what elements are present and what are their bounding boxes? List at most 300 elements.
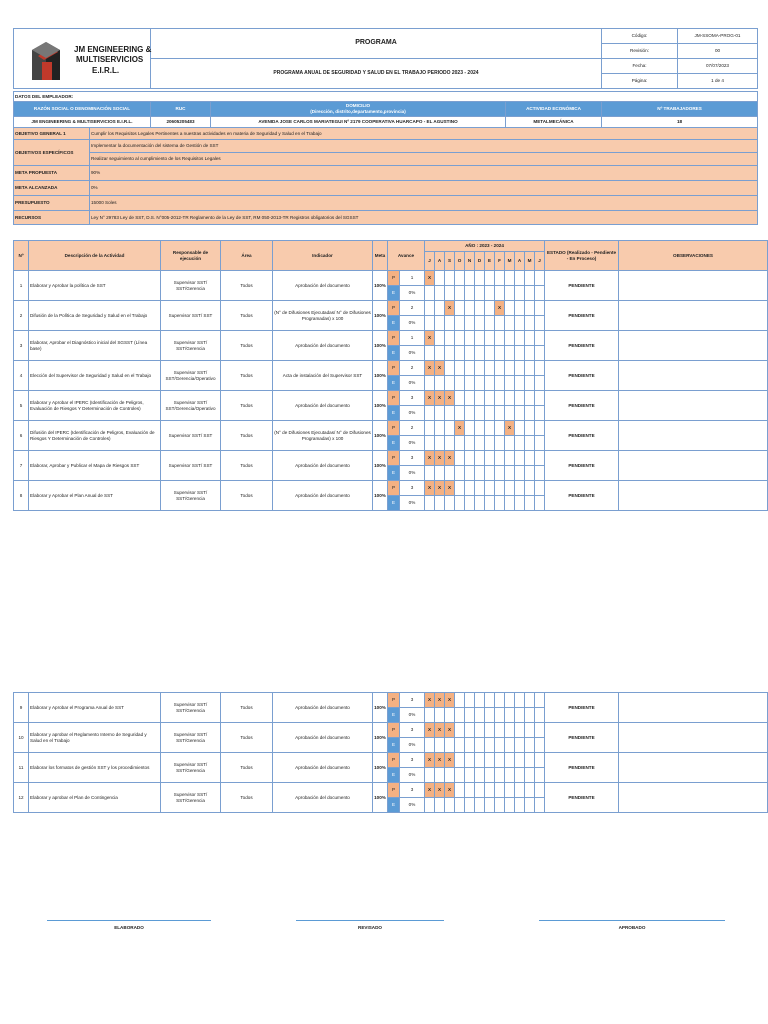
month-cell: [425, 406, 435, 421]
month-cell: [465, 361, 475, 376]
activity-number: 12: [14, 783, 29, 813]
activity-goal: 100%: [373, 783, 388, 813]
month-cell: [495, 723, 505, 738]
executed-percent: 0%: [400, 798, 425, 813]
month-cell: [425, 708, 435, 723]
month-mark: X: [425, 361, 435, 376]
month-mark: X: [445, 693, 455, 708]
planned-label: P: [388, 421, 400, 436]
month-cell: [495, 391, 505, 406]
activity-indicator: Aprobación del documento: [273, 271, 373, 301]
month-mark: X: [425, 753, 435, 768]
activity-indicator: Aprobación del documento: [273, 783, 373, 813]
month-cell: [515, 271, 525, 286]
activity-indicator: Aprobación del documento: [273, 391, 373, 421]
executed-percent: 0%: [400, 316, 425, 331]
activity-status: PENDIENTE: [545, 421, 619, 451]
month-cell: [465, 708, 475, 723]
month-cell: [535, 376, 545, 391]
month-cell: [465, 331, 475, 346]
month-cell: [515, 723, 525, 738]
month-cell: [515, 346, 525, 361]
activity-goal: 100%: [373, 271, 388, 301]
objective-label: META PROPUESTA: [14, 166, 90, 181]
activity-description: Elaborar y aprobar el Plan de Contingencia: [29, 783, 161, 813]
month-cell: [455, 723, 465, 738]
signature-revisado: REVISADO: [296, 920, 444, 930]
month-cell: [455, 346, 465, 361]
domicilio-value: AVENIDA JOSE CARLOS MARIATEGUI Nº 2179 COOPERATIVA HUARCAPO - EL AGUSTINO: [211, 117, 506, 128]
month-cell: [445, 466, 455, 481]
month-cell: [465, 391, 475, 406]
month-cell: [455, 286, 465, 301]
activity-number: 11: [14, 753, 29, 783]
planned-label: P: [388, 301, 400, 316]
activity-goal: 100%: [373, 421, 388, 451]
month-cell: [425, 798, 435, 813]
activity-area: Todos: [221, 451, 273, 481]
month-mark: X: [425, 331, 435, 346]
executed-label: E: [388, 738, 400, 753]
month-cell: [475, 271, 485, 286]
month-cell: [465, 738, 475, 753]
objective-label: PRESUPUESTO: [14, 196, 90, 211]
month-mark: X: [445, 481, 455, 496]
month-cell: [455, 481, 465, 496]
executed-percent: 0%: [400, 738, 425, 753]
month-cell: [455, 783, 465, 798]
activity-observations: [619, 723, 768, 753]
executed-label: E: [388, 466, 400, 481]
month-cell: [475, 391, 485, 406]
activity-goal: 100%: [373, 361, 388, 391]
month-cell: [435, 316, 445, 331]
activity-description: Elaborar y aprobar el Reglamento Interno de Seguridad y Salud en el Trabajo: [29, 723, 161, 753]
signature-elaborado: ELABORADO: [47, 920, 211, 930]
objective-label: OBJETIVOS ESPECÍFICOS: [14, 140, 90, 166]
month-cell: [535, 421, 545, 436]
month-cell: [505, 316, 515, 331]
month-cell: [435, 301, 445, 316]
planned-label: P: [388, 271, 400, 286]
month-cell: [505, 708, 515, 723]
executed-percent: 0%: [400, 436, 425, 451]
month-cell: [525, 376, 535, 391]
month-cell: [485, 391, 495, 406]
month-cell: [485, 798, 495, 813]
month-cell: [495, 331, 505, 346]
planned-count: 3: [400, 783, 425, 798]
month-mark: X: [445, 391, 455, 406]
activity-number: 9: [14, 693, 29, 723]
month-cell: [535, 798, 545, 813]
month-cell: [505, 301, 515, 316]
activity-status: PENDIENTE: [545, 331, 619, 361]
month-cell: [465, 481, 475, 496]
objective-value: 15000 Soles: [90, 196, 758, 211]
activity-goal: 100%: [373, 451, 388, 481]
month-cell: [445, 286, 455, 301]
activity-number: 8: [14, 481, 29, 511]
activity-status: PENDIENTE: [545, 451, 619, 481]
month-cell: [515, 361, 525, 376]
activity-status: PENDIENTE: [545, 391, 619, 421]
month-cell: [495, 738, 505, 753]
activity-goal: 100%: [373, 481, 388, 511]
planned-label: P: [388, 361, 400, 376]
month-cell: [515, 301, 525, 316]
activity-goal: 100%: [373, 723, 388, 753]
month-cell: [505, 331, 515, 346]
month-cell: [465, 723, 475, 738]
col-actividad: ACTIVIDAD ECONÓMICA: [506, 102, 602, 117]
activity-number: 1: [14, 271, 29, 301]
month-cell: [425, 301, 435, 316]
planned-label: P: [388, 723, 400, 738]
month-cell: [445, 316, 455, 331]
th-area: Área: [221, 241, 273, 271]
activity-responsible: Supervisor SST/ SST/Gerencia: [161, 693, 221, 723]
th-indicador: Indicador: [273, 241, 373, 271]
activity-description: Elaborar y Aprobar la política de SST: [29, 271, 161, 301]
activity-status: PENDIENTE: [545, 723, 619, 753]
month-cell: [465, 693, 475, 708]
month-cell: [475, 753, 485, 768]
activity-observations: [619, 421, 768, 451]
month-cell: [495, 316, 505, 331]
month-cell: [515, 708, 525, 723]
month-cell: [485, 301, 495, 316]
month-mark: X: [435, 753, 445, 768]
planned-label: P: [388, 391, 400, 406]
month-cell: [465, 783, 475, 798]
month-cell: [495, 466, 505, 481]
month-cell: [505, 723, 515, 738]
employer-section-label: DATOS DEL EMPLEADOR:: [14, 92, 758, 102]
month-cell: [465, 753, 475, 768]
month-cell: [515, 693, 525, 708]
activity-row: [14, 361, 768, 376]
month-mark: X: [505, 421, 515, 436]
month-cell: [515, 753, 525, 768]
activity-responsible: Supervisor SST/ SST/Gerencia: [161, 753, 221, 783]
activity-row: [14, 783, 768, 798]
month-cell: [485, 421, 495, 436]
col-domicilio-title: DOMICILIO: [345, 103, 371, 109]
executed-percent: 0%: [400, 466, 425, 481]
activity-number: 3: [14, 331, 29, 361]
activity-row: [14, 391, 768, 406]
activity-observations: [619, 331, 768, 361]
activity-row: [14, 271, 768, 286]
activity-description: Elaborar y Aprobar el Programa Anual de SST: [29, 693, 161, 723]
month-cell: [525, 436, 535, 451]
executed-label: E: [388, 798, 400, 813]
month-cell: [495, 286, 505, 301]
month-cell: [525, 783, 535, 798]
month-cell: [455, 271, 465, 286]
month-cell: [455, 738, 465, 753]
activity-observations: [619, 451, 768, 481]
planned-label: P: [388, 753, 400, 768]
activity-area: Todos: [221, 301, 273, 331]
month-cell: [485, 346, 495, 361]
month-cell: [505, 753, 515, 768]
month-mark: X: [495, 301, 505, 316]
th-month: O: [455, 252, 465, 271]
month-cell: [465, 451, 475, 466]
th-month: M: [505, 252, 515, 271]
activity-responsible: Supervisor SST/ SST: [161, 301, 221, 331]
activity-status: PENDIENTE: [545, 753, 619, 783]
planned-count: 2: [400, 361, 425, 376]
jm-logo-icon: [28, 36, 68, 84]
month-cell: [525, 723, 535, 738]
month-cell: [535, 271, 545, 286]
month-cell: [465, 301, 475, 316]
month-cell: [455, 753, 465, 768]
month-cell: [445, 421, 455, 436]
month-cell: [475, 798, 485, 813]
month-cell: [455, 406, 465, 421]
month-cell: [525, 496, 535, 511]
col-razon-social: RAZÓN SOCIAL O DENOMINACIÓN SOCIAL: [14, 102, 151, 117]
activity-observations: [619, 693, 768, 723]
meta-label: Página:: [602, 74, 678, 89]
activity-number: 6: [14, 421, 29, 451]
month-cell: [425, 466, 435, 481]
month-cell: [525, 406, 535, 421]
month-cell: [505, 738, 515, 753]
planned-label: P: [388, 331, 400, 346]
month-cell: [445, 331, 455, 346]
month-cell: [455, 376, 465, 391]
month-cell: [475, 768, 485, 783]
month-cell: [525, 316, 535, 331]
month-cell: [525, 768, 535, 783]
th-estado: ESTADO (Realizado - Pendiente - En Proceso): [545, 241, 619, 271]
planned-label: P: [388, 783, 400, 798]
month-cell: [485, 708, 495, 723]
planned-count: 2: [400, 301, 425, 316]
month-cell: [515, 376, 525, 391]
month-cell: [535, 436, 545, 451]
activity-area: Todos: [221, 271, 273, 301]
month-mark: X: [425, 271, 435, 286]
month-cell: [485, 376, 495, 391]
activity-responsible: Supervisor SST/ SST/Gerencia/Operativo: [161, 361, 221, 391]
objective-value: Ley N° 29783 Ley de SST, D.S. N°005-2012-TR Reglamento de la Ley de SST, RM 050-2013-TR Registros obligatorios del SGSST: [90, 211, 758, 225]
activity-indicator: Acta de instalación del Supervisor SST: [273, 361, 373, 391]
month-cell: [505, 361, 515, 376]
meta-value: 00: [678, 44, 758, 59]
month-cell: [455, 301, 465, 316]
activity-responsible: Supervisor SST/ SST/Gerencia: [161, 723, 221, 753]
month-cell: [475, 331, 485, 346]
executed-label: E: [388, 496, 400, 511]
activity-status: PENDIENTE: [545, 271, 619, 301]
month-cell: [525, 346, 535, 361]
col-trabajadores: Nº TRABAJADORES: [602, 102, 758, 117]
month-cell: [495, 783, 505, 798]
month-cell: [535, 406, 545, 421]
month-cell: [485, 723, 495, 738]
executed-label: E: [388, 708, 400, 723]
month-cell: [475, 376, 485, 391]
activity-area: Todos: [221, 391, 273, 421]
month-cell: [475, 436, 485, 451]
th-avance: Avance: [388, 241, 425, 271]
month-cell: [535, 481, 545, 496]
th-month: M: [525, 252, 535, 271]
th-meta: Meta: [373, 241, 388, 271]
th-responsable: Responsable de ejecución: [161, 241, 221, 271]
planned-count: 1: [400, 271, 425, 286]
month-cell: [505, 496, 515, 511]
executed-percent: 0%: [400, 376, 425, 391]
month-cell: [425, 421, 435, 436]
month-cell: [485, 466, 495, 481]
month-cell: [485, 783, 495, 798]
month-cell: [535, 738, 545, 753]
month-mark: X: [425, 693, 435, 708]
month-cell: [445, 798, 455, 813]
activity-row: [14, 301, 768, 316]
month-cell: [535, 496, 545, 511]
month-cell: [525, 738, 535, 753]
planned-label: P: [388, 481, 400, 496]
meta-label: Código:: [602, 29, 678, 44]
month-cell: [475, 406, 485, 421]
th-month: A: [435, 252, 445, 271]
month-cell: [465, 496, 475, 511]
activity-observations: [619, 301, 768, 331]
month-cell: [475, 693, 485, 708]
month-cell: [535, 286, 545, 301]
document-subtitle: PROGRAMA ANUAL DE SEGURIDAD Y SALUD EN EL TRABAJO PERIODO 2023 - 2024: [151, 59, 602, 89]
month-cell: [535, 768, 545, 783]
month-cell: [485, 436, 495, 451]
month-cell: [525, 466, 535, 481]
activity-responsible: Supervisor SST/ SST/Gerencia: [161, 481, 221, 511]
activity-indicator: Aprobación del documento: [273, 481, 373, 511]
month-cell: [515, 496, 525, 511]
month-cell: [475, 421, 485, 436]
month-cell: [425, 376, 435, 391]
th-month: D: [475, 252, 485, 271]
activity-responsible: Supervisor SST/ SST: [161, 421, 221, 451]
razon-social-value: JM ENGINEERING & MULTISERVICIOS E.I.R.L.: [14, 117, 151, 128]
month-mark: X: [435, 451, 445, 466]
planned-count: 3: [400, 723, 425, 738]
month-cell: [485, 331, 495, 346]
month-cell: [435, 331, 445, 346]
activity-responsible: Supervisor SST/ SST/Gerencia: [161, 331, 221, 361]
objective-value: Cumplir los Requisitos Legales Pertinentes a nuestras actividades en materia de Seguridad y Salud en el Trabajo: [90, 128, 758, 140]
activity-description: Elaborar los formatos de gestión SST y los procedimientos: [29, 753, 161, 783]
col-domicilio-sub: (Dirección, distrito,departamento,provincia): [310, 109, 406, 114]
logo-text-line2: MULTISERVICIOS: [76, 55, 144, 64]
month-cell: [535, 391, 545, 406]
executed-label: E: [388, 316, 400, 331]
month-cell: [475, 346, 485, 361]
month-cell: [465, 768, 475, 783]
activity-number: 2: [14, 301, 29, 331]
month-cell: [505, 271, 515, 286]
month-mark: X: [435, 481, 445, 496]
meta-label: Revisión:: [602, 44, 678, 59]
month-cell: [495, 708, 505, 723]
activity-description: Difusión de la Política de Seguridad y Salud en el Trabajo: [29, 301, 161, 331]
planned-count: 3: [400, 693, 425, 708]
month-cell: [515, 451, 525, 466]
planned-count: 3: [400, 391, 425, 406]
month-cell: [505, 436, 515, 451]
ruc-value: 20605205483: [151, 117, 211, 128]
month-cell: [525, 391, 535, 406]
activity-description: Elección del Supervisor de Seguridad y Salud en el Trabajo: [29, 361, 161, 391]
month-cell: [435, 738, 445, 753]
month-cell: [475, 466, 485, 481]
month-cell: [435, 271, 445, 286]
month-cell: [515, 798, 525, 813]
th-month: A: [515, 252, 525, 271]
month-cell: [515, 436, 525, 451]
month-cell: [455, 331, 465, 346]
document-title: PROGRAMA: [151, 29, 602, 59]
month-cell: [525, 331, 535, 346]
activity-observations: [619, 391, 768, 421]
executed-label: E: [388, 346, 400, 361]
month-cell: [525, 451, 535, 466]
month-cell: [445, 768, 455, 783]
month-cell: [435, 436, 445, 451]
month-cell: [535, 331, 545, 346]
month-cell: [535, 361, 545, 376]
month-cell: [455, 496, 465, 511]
planned-label: P: [388, 451, 400, 466]
activity-area: Todos: [221, 723, 273, 753]
month-cell: [485, 768, 495, 783]
executed-label: E: [388, 436, 400, 451]
th-month: S: [445, 252, 455, 271]
activity-description: Elaborar, Aprobar y Publicar el Mapa de Riesgos SST: [29, 451, 161, 481]
month-cell: [435, 406, 445, 421]
activity-number: 10: [14, 723, 29, 753]
month-cell: [455, 693, 465, 708]
activity-row: [14, 753, 768, 768]
month-cell: [465, 376, 475, 391]
month-cell: [455, 768, 465, 783]
executed-percent: 0%: [400, 768, 425, 783]
month-cell: [435, 286, 445, 301]
month-mark: X: [445, 301, 455, 316]
th-observaciones: OBSERVACIONES: [619, 241, 768, 271]
month-cell: [505, 693, 515, 708]
month-cell: [495, 481, 505, 496]
activity-goal: 100%: [373, 301, 388, 331]
month-cell: [495, 496, 505, 511]
month-cell: [505, 451, 515, 466]
month-cell: [425, 346, 435, 361]
month-cell: [495, 451, 505, 466]
activity-observations: [619, 783, 768, 813]
activity-area: Todos: [221, 753, 273, 783]
month-cell: [485, 481, 495, 496]
activity-responsible: Supervisor SST/ SST/Gerencia: [161, 783, 221, 813]
month-cell: [495, 693, 505, 708]
month-cell: [445, 271, 455, 286]
